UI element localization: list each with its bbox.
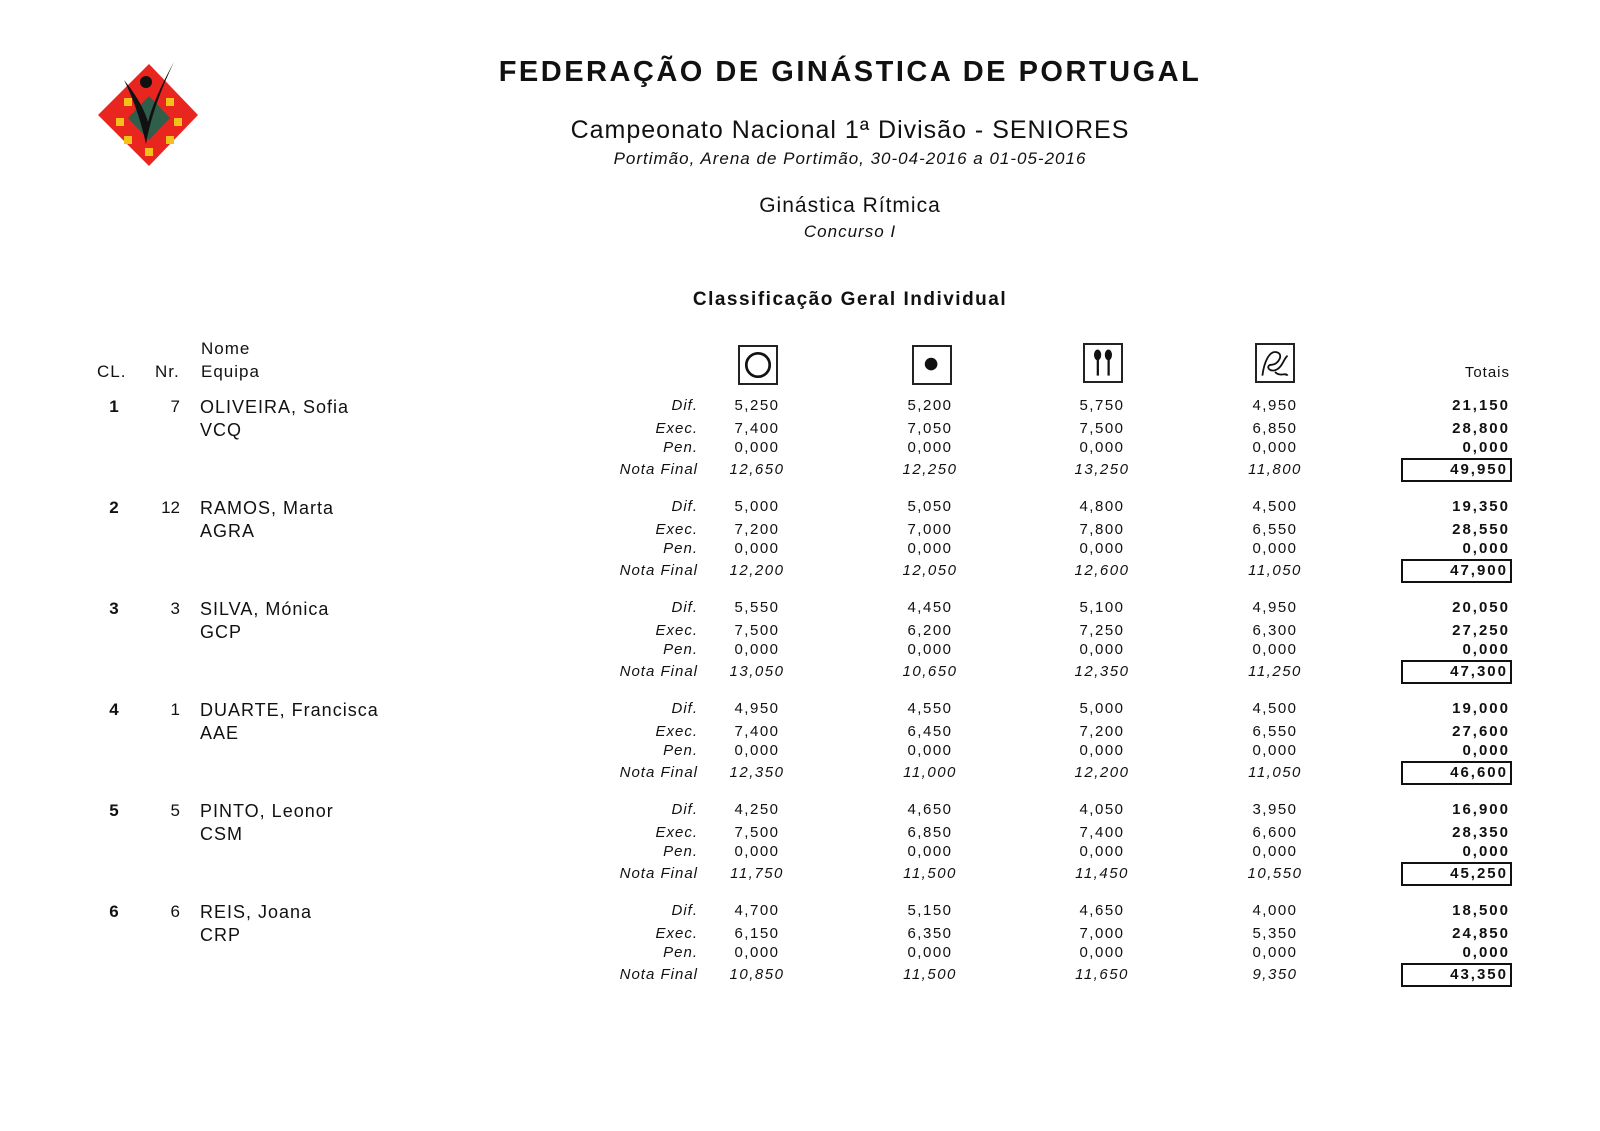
score-final: 10,650	[902, 663, 958, 680]
total-final: 43,350	[1401, 963, 1512, 987]
col-header-equipa: Equipa	[201, 362, 260, 381]
competition-title: Campeonato Nacional 1ª Divisão - SENIORES	[570, 116, 1130, 144]
athlete-team: CSM	[200, 824, 243, 844]
athlete-block	[0, 801, 1600, 901]
col-header-cl: CL.	[97, 362, 127, 381]
score-label-final: Nota Final	[619, 562, 698, 579]
score-pen: 0,000	[1252, 641, 1298, 658]
score-exec: 7,800	[1079, 521, 1125, 538]
total-dif: 18,500	[1452, 902, 1510, 919]
score-final: 11,650	[1075, 966, 1129, 983]
score-exec: 7,500	[1079, 420, 1125, 437]
score-exec: 7,200	[1079, 723, 1125, 740]
score-dif: 5,250	[734, 397, 780, 414]
score-pen: 0,000	[1079, 742, 1125, 759]
col-header-nome: Nome	[201, 339, 251, 358]
score-pen: 0,000	[1252, 944, 1298, 961]
score-exec: 7,400	[1079, 824, 1125, 841]
athlete-name: SILVA, Mónica	[200, 599, 330, 619]
score-label-pen: Pen.	[663, 641, 698, 658]
total-exec: 28,550	[1452, 521, 1510, 538]
athlete-team: GCP	[200, 622, 243, 642]
score-pen: 0,000	[734, 944, 780, 961]
score-pen: 0,000	[734, 641, 780, 658]
athlete-rank: 6	[109, 902, 119, 921]
score-label-dif: Dif.	[671, 397, 698, 414]
score-dif: 5,050	[907, 498, 953, 515]
score-dif: 4,250	[734, 801, 780, 818]
score-exec: 6,600	[1252, 824, 1298, 841]
score-exec: 7,400	[734, 723, 780, 740]
score-exec: 6,550	[1252, 723, 1298, 740]
athlete-rank: 5	[109, 801, 119, 820]
score-dif: 5,550	[734, 599, 780, 616]
score-dif: 4,550	[907, 700, 953, 717]
score-label-pen: Pen.	[663, 742, 698, 759]
score-final: 11,050	[1248, 764, 1302, 781]
score-dif: 5,100	[1079, 599, 1125, 616]
score-final: 10,850	[729, 966, 785, 983]
score-final: 12,250	[902, 461, 958, 478]
score-final: 12,650	[729, 461, 785, 478]
score-pen: 0,000	[1079, 641, 1125, 658]
score-exec: 6,550	[1252, 521, 1298, 538]
athlete-rank: 1	[109, 397, 119, 416]
score-exec: 6,300	[1252, 622, 1298, 639]
athlete-team: VCQ	[200, 420, 243, 440]
score-dif: 5,000	[734, 498, 780, 515]
score-label-final: Nota Final	[619, 461, 698, 478]
athlete-name: OLIVEIRA, Sofia	[200, 397, 350, 417]
score-pen: 0,000	[907, 540, 953, 557]
score-final: 12,050	[902, 562, 958, 579]
score-exec: 7,000	[1079, 925, 1125, 942]
score-label-exec: Exec.	[655, 420, 698, 437]
contest-title: Concurso I	[803, 222, 897, 241]
athlete-block	[0, 498, 1600, 598]
score-pen: 0,000	[907, 843, 953, 860]
score-label-final: Nota Final	[619, 663, 698, 680]
total-dif: 21,150	[1452, 397, 1510, 414]
score-exec: 7,250	[1079, 622, 1125, 639]
score-exec: 6,450	[907, 723, 953, 740]
score-pen: 0,000	[734, 439, 780, 456]
score-pen: 0,000	[1079, 843, 1125, 860]
score-final: 11,250	[1248, 663, 1302, 680]
score-final: 10,550	[1247, 865, 1303, 882]
classification-title: Classificação Geral Individual	[692, 289, 1008, 310]
score-final: 13,050	[729, 663, 785, 680]
score-pen: 0,000	[907, 944, 953, 961]
score-pen: 0,000	[734, 742, 780, 759]
score-label-exec: Exec.	[655, 925, 698, 942]
total-exec: 24,850	[1452, 925, 1510, 942]
score-pen: 0,000	[734, 540, 780, 557]
total-exec: 28,350	[1452, 824, 1510, 841]
score-label-exec: Exec.	[655, 723, 698, 740]
athlete-name: PINTO, Leonor	[200, 801, 334, 821]
score-exec: 5,350	[1252, 925, 1298, 942]
score-pen: 0,000	[1079, 944, 1125, 961]
total-final: 49,950	[1401, 458, 1512, 482]
athlete-team: AAE	[200, 723, 240, 743]
hoop-icon	[738, 345, 778, 385]
total-final: 45,250	[1401, 862, 1512, 886]
athlete-rank: 2	[109, 498, 119, 517]
score-label-exec: Exec.	[655, 622, 698, 639]
score-dif: 5,150	[907, 902, 953, 919]
score-dif: 4,000	[1252, 902, 1298, 919]
score-label-exec: Exec.	[655, 521, 698, 538]
score-label-pen: Pen.	[663, 540, 698, 557]
total-exec: 27,250	[1452, 622, 1510, 639]
score-exec: 6,350	[907, 925, 953, 942]
total-dif: 19,350	[1452, 498, 1510, 515]
score-label-dif: Dif.	[671, 498, 698, 515]
score-dif: 5,000	[1079, 700, 1125, 717]
score-final: 12,200	[729, 562, 785, 579]
score-label-exec: Exec.	[655, 824, 698, 841]
score-pen: 0,000	[734, 843, 780, 860]
total-pen: 0,000	[1462, 944, 1510, 961]
score-pen: 0,000	[907, 641, 953, 658]
athlete-rank: 4	[109, 700, 119, 719]
score-exec: 7,400	[734, 420, 780, 437]
score-label-dif: Dif.	[671, 902, 698, 919]
total-pen: 0,000	[1462, 843, 1510, 860]
score-final: 11,750	[730, 865, 784, 882]
score-exec: 6,850	[907, 824, 953, 841]
score-dif: 4,700	[734, 902, 780, 919]
athlete-number: 5	[170, 801, 180, 820]
athlete-number: 12	[161, 498, 180, 517]
total-final: 47,900	[1401, 559, 1512, 583]
score-exec: 6,200	[907, 622, 953, 639]
score-dif: 4,650	[1079, 902, 1125, 919]
athlete-number: 7	[170, 397, 180, 416]
score-final: 11,500	[903, 966, 957, 983]
athlete-number: 3	[170, 599, 180, 618]
score-label-dif: Dif.	[671, 700, 698, 717]
score-label-dif: Dif.	[671, 599, 698, 616]
score-pen: 0,000	[1079, 439, 1125, 456]
score-label-pen: Pen.	[663, 439, 698, 456]
athlete-block	[0, 902, 1600, 1002]
score-final: 12,350	[1074, 663, 1130, 680]
athlete-block	[0, 599, 1600, 699]
score-final: 11,800	[1248, 461, 1302, 478]
score-pen: 0,000	[1252, 439, 1298, 456]
score-dif: 4,500	[1252, 498, 1298, 515]
federation-title: FEDERAÇÃO DE GINÁSTICA DE PORTUGAL	[498, 56, 1202, 88]
score-exec: 7,500	[734, 824, 780, 841]
score-label-pen: Pen.	[663, 843, 698, 860]
score-dif: 5,750	[1079, 397, 1125, 414]
score-label-final: Nota Final	[619, 764, 698, 781]
score-final: 12,350	[729, 764, 785, 781]
athlete-name: REIS, Joana	[200, 902, 313, 922]
competition-location: Portimão, Arena de Portimão, 30-04-2016 a 01-05-2016	[613, 149, 1087, 168]
total-pen: 0,000	[1462, 742, 1510, 759]
score-dif: 3,950	[1252, 801, 1298, 818]
score-dif: 4,950	[734, 700, 780, 717]
col-header-nr: Nr.	[155, 362, 180, 381]
athlete-block	[0, 700, 1600, 800]
score-final: 12,200	[1074, 764, 1130, 781]
score-dif: 4,950	[1252, 599, 1298, 616]
athlete-rank: 3	[109, 599, 119, 618]
score-exec: 7,200	[734, 521, 780, 538]
score-pen: 0,000	[1079, 540, 1125, 557]
score-label-final: Nota Final	[619, 865, 698, 882]
score-pen: 0,000	[907, 742, 953, 759]
score-final: 11,000	[903, 764, 957, 781]
score-final: 12,600	[1074, 562, 1130, 579]
athlete-block	[0, 397, 1600, 497]
athlete-name: DUARTE, Francisca	[200, 700, 379, 720]
score-exec: 6,850	[1252, 420, 1298, 437]
athlete-number: 1	[170, 700, 180, 719]
score-final: 11,050	[1248, 562, 1302, 579]
score-pen: 0,000	[1252, 843, 1298, 860]
total-dif: 19,000	[1452, 700, 1510, 717]
score-exec: 7,050	[907, 420, 953, 437]
athlete-team: CRP	[200, 925, 242, 945]
total-final: 47,300	[1401, 660, 1512, 684]
score-dif: 4,050	[1079, 801, 1125, 818]
score-pen: 0,000	[907, 439, 953, 456]
score-exec: 7,000	[907, 521, 953, 538]
score-final: 11,450	[1075, 865, 1129, 882]
score-exec: 7,500	[734, 622, 780, 639]
score-exec: 6,150	[734, 925, 780, 942]
score-final: 11,500	[903, 865, 957, 882]
total-exec: 28,800	[1452, 420, 1510, 437]
score-dif: 4,450	[907, 599, 953, 616]
ball-icon	[912, 345, 952, 385]
score-label-pen: Pen.	[663, 944, 698, 961]
total-final: 46,600	[1401, 761, 1512, 785]
ribbon-icon	[1255, 343, 1295, 383]
score-pen: 0,000	[1252, 742, 1298, 759]
athlete-number: 6	[170, 902, 180, 921]
total-exec: 27,600	[1452, 723, 1510, 740]
discipline-title: Ginástica Rítmica	[759, 194, 941, 217]
col-header-totais: Totais	[1464, 364, 1510, 381]
score-dif: 4,500	[1252, 700, 1298, 717]
score-label-final: Nota Final	[619, 966, 698, 983]
total-dif: 16,900	[1452, 801, 1510, 818]
score-dif: 4,800	[1079, 498, 1125, 515]
total-dif: 20,050	[1452, 599, 1510, 616]
score-dif: 4,950	[1252, 397, 1298, 414]
athlete-name: RAMOS, Marta	[200, 498, 335, 518]
athlete-team: AGRA	[200, 521, 256, 541]
score-label-dif: Dif.	[671, 801, 698, 818]
score-final: 13,250	[1074, 461, 1130, 478]
score-final: 9,350	[1252, 966, 1298, 983]
clubs-icon	[1083, 343, 1123, 383]
total-pen: 0,000	[1462, 641, 1510, 658]
total-pen: 0,000	[1462, 540, 1510, 557]
score-dif: 5,200	[907, 397, 953, 414]
total-pen: 0,000	[1462, 439, 1510, 456]
score-dif: 4,650	[907, 801, 953, 818]
score-pen: 0,000	[1252, 540, 1298, 557]
